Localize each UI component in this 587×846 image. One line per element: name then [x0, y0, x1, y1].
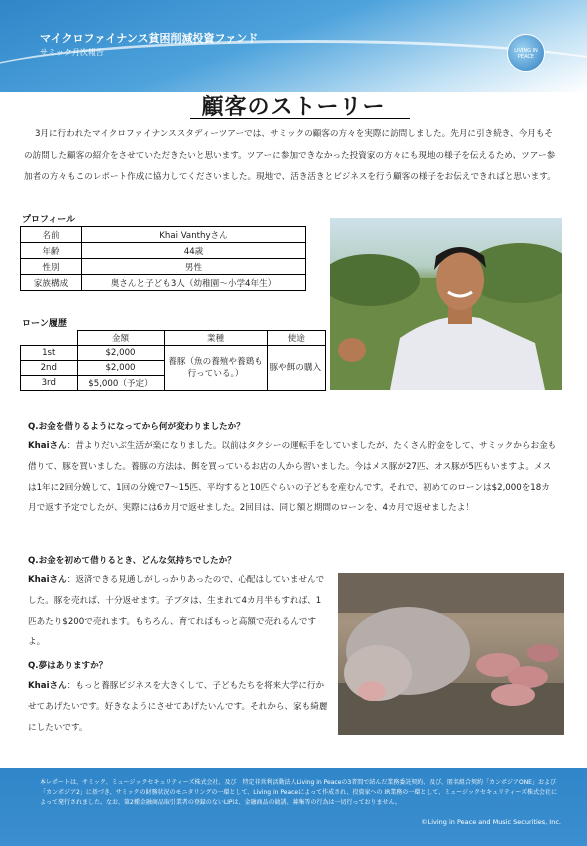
- loan-amount: $2,000: [77, 346, 164, 361]
- loan-amount: $5,000（予定）: [77, 376, 164, 391]
- header-title: マイクロファイナンス貧困削減投資ファンド: [40, 32, 259, 45]
- speaker-name: Khaiさん: [28, 441, 67, 451]
- client-portrait-illustration: [330, 218, 562, 390]
- answer-1: [28, 436, 558, 519]
- question-2: Q.お金を初めて借りるとき、どんな気持ちでしたか？: [28, 556, 236, 566]
- speaker-name: Khaiさん: [28, 681, 67, 691]
- loan-corner: [21, 331, 78, 346]
- profile-row: [21, 275, 306, 291]
- loan-use: 豚や餌の購入: [267, 346, 326, 391]
- intro-text: 3月に行われたマイクロファイナンススタディーツアーでは、サミックの顧客の方々を実際に訪問しました。先月に引き続き、今月もその訪問した顧客の紹介をさせていただきたいと思います。ツアーに参加できなかった投資家の方々にも現地の様子を伝えるため、ツアー参加者の方々もこのレポート作成に協力してくださいました。現地で、活き活きとビジネスを行う顧客の様子をお伝えできればと思います。: [24, 129, 556, 182]
- loan-number: 1st: [21, 346, 78, 361]
- footer-disclaimer: [0, 768, 587, 846]
- speaker-name: Khaiさん: [28, 575, 67, 585]
- profile-label: 家族構成: [21, 275, 82, 291]
- loan-header-industry: 業種: [164, 331, 267, 346]
- loan-header-row: [21, 331, 326, 346]
- lip-logo-icon: [507, 34, 545, 72]
- pigs-photo: [338, 573, 564, 735]
- question-1: Q.お金を借りるようになってから何が変わりましたか？: [28, 422, 245, 432]
- loan-row: [21, 346, 326, 361]
- title-underline: [190, 118, 410, 119]
- loan-number: 2nd: [21, 361, 78, 376]
- answer-3: [28, 676, 328, 738]
- profile-label: 性別: [21, 259, 82, 275]
- intro-paragraph: [24, 124, 557, 189]
- header-banner: [0, 0, 587, 92]
- loan-heading: ローン履歴: [22, 319, 67, 329]
- loan-amount: $2,000: [77, 361, 164, 376]
- profile-heading: プロフィール: [22, 215, 76, 225]
- loan-header-amount: 金額: [77, 331, 164, 346]
- question-3: Q.夢はありますか？: [28, 661, 108, 671]
- profile-label: 名前: [21, 227, 82, 243]
- profile-table: [20, 226, 306, 291]
- profile-label: 年齢: [21, 243, 82, 259]
- answer-2: [28, 570, 328, 653]
- disclaimer-text: 本レポートは、サミック、ミュージックセキュリティーズ株式会社、及び 特定非営利活動法人Living in Peaceの3者間で結んだ業務委託契約、及び、匿名組合契約「カンボジアONE」および「カンボジア2」に基づき、サミックの財務状況のモニタリングの一環として、Living in Peaceによって作成され、投資家への IR業務の一環として、ミュージックセキュリティーズ株式会社によって発行されました。なお、第2種金融商品取引業者の登録のないLIPは、金融商品の勧誘、募集等の行為は一切行っておりません。: [40, 779, 558, 806]
- loan-number: 3rd: [21, 376, 78, 391]
- loan-header-use: 使途: [267, 331, 326, 346]
- logo-text: LIVING IN PEACE: [514, 48, 538, 60]
- page-title: 顧客のストーリー: [201, 94, 386, 120]
- profile-row: [21, 243, 306, 259]
- header-subtitle: サミック月次報告: [40, 48, 104, 57]
- answer-text: ：昔よりだいぶ生活が楽になりました。以前はタクシーの運転手をしていましたが、たくさん貯金をして、サミックからお金も借りて、豚を買いました。養豚の方法は、餌を買っているお店の人から習いました。今はメス豚が27匹、オス豚が5匹もいますよ。メスは1年に2回分娩して、1回の分娩で7～15匹、平均すると10匹ぐらいの子どもを産むんです。それで、初めてのローンは$2,000を18カ月で返す予定でしたが、実際には6カ月で返せました。2回目は、同じ額と期間のローンを、4カ月で返せましたよ！: [28, 441, 557, 514]
- loan-industry: 養豚（魚の養殖や養鶏も行っている。）: [164, 346, 267, 391]
- profile-row: [21, 227, 306, 243]
- profile-value: 奥さんと子ども3人（幼稚園～小学4年生）: [82, 275, 306, 291]
- profile-value: Khai Vanthyさん: [82, 227, 306, 243]
- profile-row: [21, 259, 306, 275]
- profile-value: 男性: [82, 259, 306, 275]
- sow-with-piglets-illustration: [338, 573, 564, 735]
- answer-text: ：返済できる見通しがしっかりあったので、心配はしていませんでした。豚を売れば、十分返せます。子ブタは、生まれて4カ月半もすれば、1匹あたり$200で売れます。もちろん、育てればもっと高額で売れるんですよ。: [28, 575, 325, 648]
- loan-table: [20, 330, 326, 391]
- profile-value: 44歳: [82, 243, 306, 259]
- client-portrait-photo: [330, 218, 562, 390]
- answer-text: ：もっと養豚ビジネスを大きくして、子どもたちを将来大学に行かせてあげたいです。好きなようにさせてあげたいんです。それから、家も綺麗にしたいです。: [28, 681, 328, 733]
- copyright-text: ©Living in Peace and Music Securities, Inc.: [421, 818, 561, 826]
